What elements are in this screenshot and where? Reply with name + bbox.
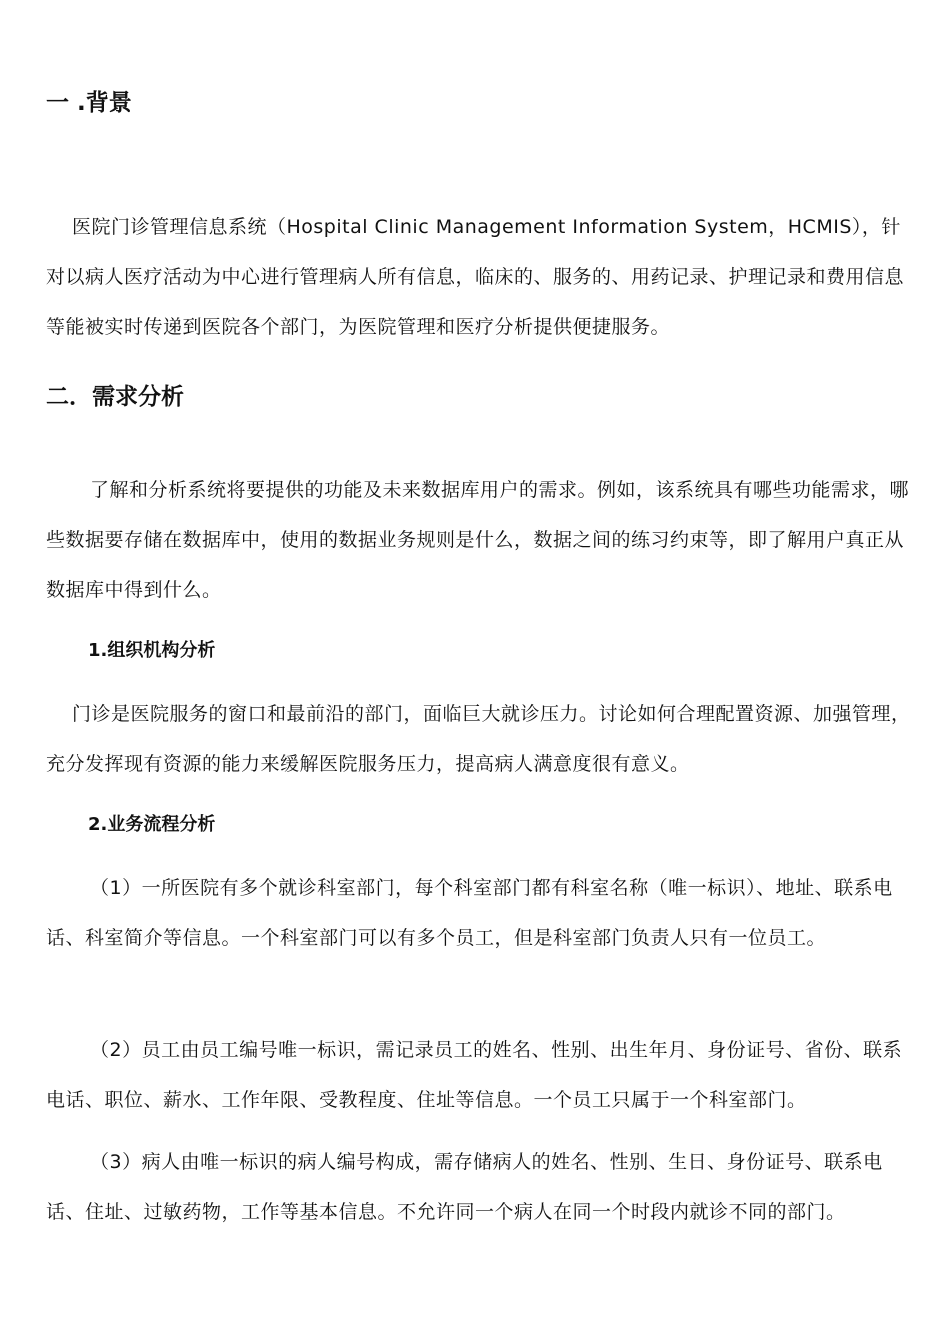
paragraph-requirements: 了解和分析系统将要提供的功能及未来数据库用户的需求。例如，该系统具有哪些功能需求，哪些数据要存储在数据库中，使用的数据业务规则是什么，数据之间的练习约束等，即了解用户真正从数据库中得到什么。 [46,479,910,601]
subsection-heading-business-process: 2.业务流程分析 [88,814,216,835]
paragraph-process-item-2: （2）员工由员工编号唯一标识，需记录员工的姓名、性别、出生年月、身份证号、省份、联系电话、职位、薪水、工作年限、受教程度、住址等信息。一个员工只属于一个科室部门。 [46,1039,903,1111]
section-heading-background: 一 .背景 [46,90,132,116]
subsection-heading-organization: 1.组织机构分析 [88,640,216,661]
paragraph-organization: 门诊是医院服务的窗口和最前沿的部门，面临巨大就诊压力。讨论如何合理配置资源、加强管理，充分发挥现有资源的能力来缓解医院服务压力，提高病人满意度很有意义。 [46,703,911,775]
paragraph-process-item-3: （3）病人由唯一标识的病人编号构成，需存储病人的姓名、性别、生日、身份证号、联系电话、住址、过敏药物，工作等基本信息。不允许同一个病人在同一个时段内就诊不同的部门。 [46,1151,883,1223]
section-heading-requirements: 二．需求分析 [46,384,184,410]
paragraph-process-item-1: （1）一所医院有多个就诊科室部门，每个科室部门都有科室名称（唯一标识）、地址、联系电话、科室简介等信息。一个科室部门可以有多个员工，但是科室部门负责人只有一位员工。 [46,877,893,949]
paragraph-background: 医院门诊管理信息系统（Hospital Clinic Management Information System，HCMIS），针对以病人医疗活动为中心进行管理病人所有信息，临床的、服务的、用药记录、护理记录和费用信息等能被实时传递到医院各个部门，为医院管理和医疗分析提供便捷服务。 [46,216,905,338]
